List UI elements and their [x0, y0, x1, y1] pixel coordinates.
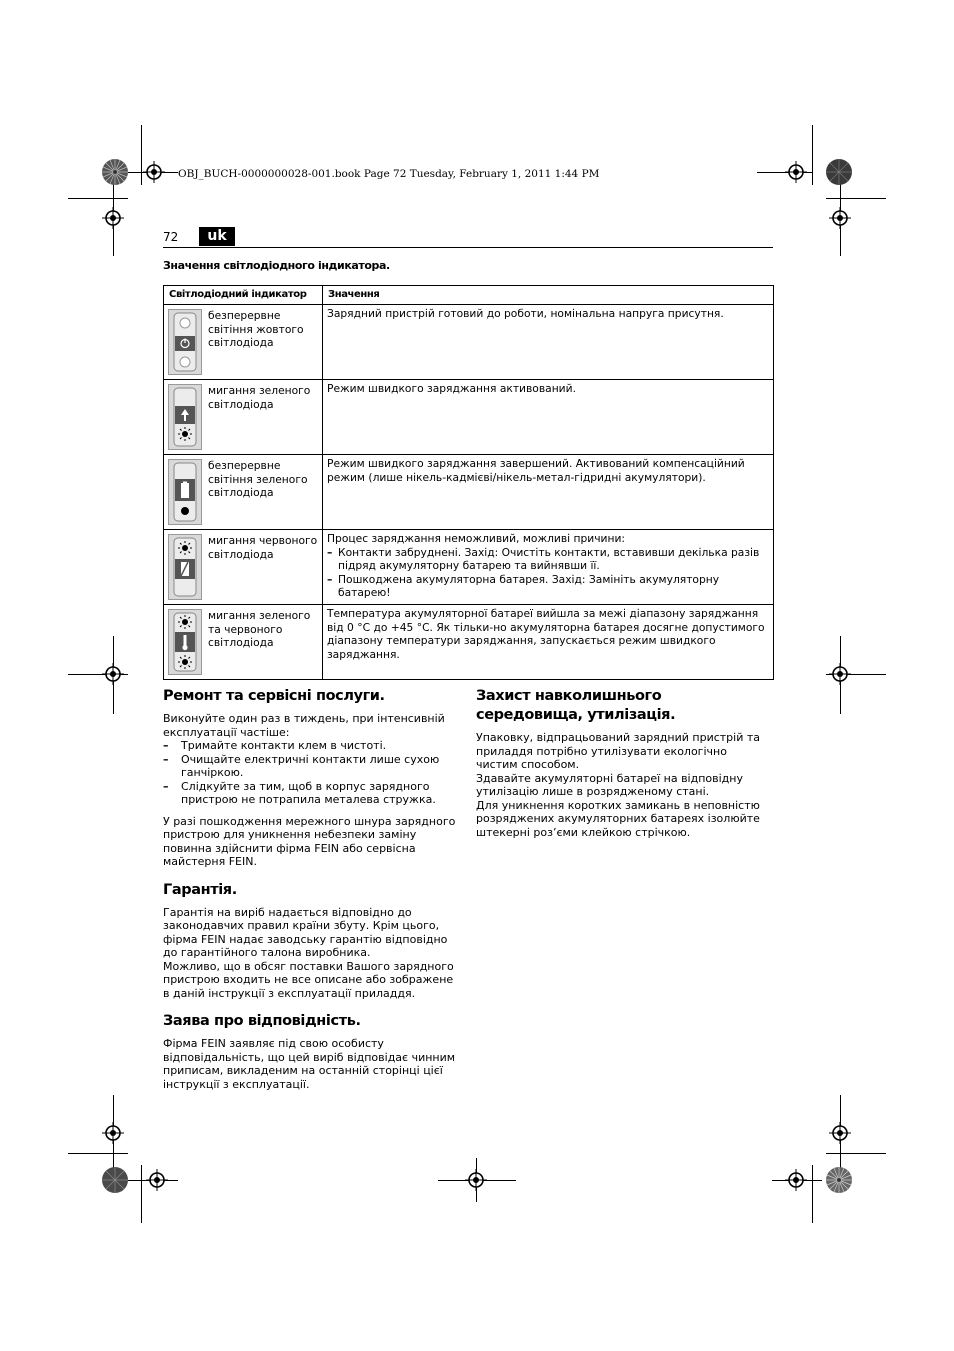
- environment-paragraph: Здавайте акумуляторні батареї на відповідну утилізацію лише в розрядженому стані.: [476, 771, 743, 798]
- meaning-text: Процес заряджання неможливий, можливі причини:: [327, 532, 626, 545]
- list-item: – Контакти забруднені. Захід: Очистіть контакти, вставивши декілька разів підряд акумуляторну батарею та вийнявши її.: [327, 546, 769, 573]
- meaning-cell: Режим швидкого заряджання завершений. Активований компенсаційний режим (лише нікель-кадмієві/нікель-метал-гідридні акумулятори).: [323, 455, 774, 530]
- table-row: [164, 380, 774, 455]
- registration-target-icon: [785, 161, 807, 183]
- right-column: [476, 687, 771, 839]
- registration-target-icon: [829, 207, 851, 229]
- registration-target-icon: [102, 207, 124, 229]
- list-item: – Пошкоджена акумуляторна батарея. Захід: Замініть акумуляторну батарею!: [327, 573, 769, 600]
- indicator-label: мигання зеленого світлодіода: [208, 384, 311, 411]
- warranty-paragraph: Можливо, що в обсяг поставки Вашого зарядного пристрою входить не все описане або зображене в даній інструкції з експлуатації приладдя.: [163, 959, 454, 1000]
- list-item: – Очищайте електричні контакти лише сухою ганчіркою.: [163, 753, 460, 780]
- page-number: 72: [163, 230, 179, 244]
- table-row: [164, 605, 774, 680]
- yellow-power-led-icon: [168, 309, 202, 375]
- registration-target-icon: [829, 1122, 851, 1144]
- battery-full-led-icon: [168, 459, 202, 525]
- column-header: Значення: [323, 286, 774, 305]
- column-header: Світлодіодний індикатор: [164, 286, 323, 305]
- list-item: – Тримайте контакти клем в чистоті.: [163, 739, 460, 753]
- header-rule: [163, 247, 773, 248]
- registration-target-icon: [102, 1122, 124, 1144]
- calibration-rosette-icon: [101, 158, 129, 186]
- registration-target-icon: [143, 161, 165, 183]
- calibration-rosette-icon: [825, 1166, 853, 1194]
- registration-target-icon: [785, 1169, 807, 1191]
- indicator-label: мигання червоного світлодіода: [208, 534, 318, 561]
- repair-note: У разі пошкодження мережного шнура зарядного пристрою для уникнення небезпеки заміну повинна здійснити фірма FEIN або сервісна майстерня FEIN.: [163, 814, 456, 868]
- environment-heading: Захист навколишнього середовища, утилізація.: [476, 688, 676, 723]
- environment-paragraph: Для уникнення коротких замикань в неповністю розряджених акумуляторних батареях ізолюйте штекерні роз’єми клейкою стрічкою.: [476, 798, 760, 839]
- led-table: [163, 285, 774, 680]
- led-table-header: [164, 286, 774, 305]
- left-column: [163, 687, 460, 1091]
- registration-target-icon: [465, 1169, 487, 1191]
- repair-list: [163, 739, 460, 807]
- calibration-rosette-icon: [825, 158, 853, 186]
- table-row: [164, 455, 774, 530]
- meaning-cell: Режим швидкого заряджання активований.: [323, 380, 774, 455]
- meaning-cell: Температура акумуляторної батареї вийшла за межі діапазону заряджання від 0 °C до +45 °C. Як тільки-но акумуляторна батарея досягне допустимого діапазону температури заряджання, запускається режим швидкого заряджання.: [323, 605, 774, 680]
- fast-charge-blinking-led-icon: [168, 384, 202, 450]
- table-row: [164, 305, 774, 380]
- conformity-paragraph: Фірма FEIN заявляє під свою особисту відповідальність, що цей виріб відповідає чинним приписам, викладеним на останній сторінці цієї інструкції з експлуатації.: [163, 1037, 456, 1091]
- registration-target-icon: [829, 663, 851, 685]
- list-item: – Слідкуйте за тим, щоб в корпус зарядного пристрою не потрапила металева стружка.: [163, 780, 460, 807]
- warranty-heading: Гарантія.: [163, 881, 237, 898]
- table-row: [164, 530, 774, 605]
- environment-paragraph: Упаковку, відпрацьований зарядний пристрій та приладдя потрібно утилізувати екологічно чистим способом.: [476, 731, 761, 771]
- meaning-cell: [323, 530, 774, 605]
- print-slug: OBJ_BUCH-0000000028-001.book Page 72 Tuesday, February 1, 2011 1:44 PM: [178, 168, 600, 180]
- battery-fault-blinking-led-icon: [168, 534, 202, 600]
- warranty-paragraph: Гарантія на виріб надається відповідно до законодавчих правил країни збуту. Крім цього, фірма FEIN надає заводську гарантію відповідно до гарантійного талона виробника.: [163, 905, 448, 959]
- led-section-caption: Значення світлодіодного індикатора.: [163, 259, 390, 272]
- repair-intro: Виконуйте один раз в тиждень, при інтенсивній експлуатації частіше:: [163, 712, 445, 739]
- conformity-heading: Заява про відповідність.: [163, 1013, 361, 1029]
- registration-target-icon: [102, 663, 124, 685]
- meaning-cell: Зарядний пристрій готовий до роботи, номінальна напруга присутня.: [323, 305, 774, 380]
- indicator-label: мигання зеленого та червоного світлодіода: [208, 609, 311, 649]
- indicator-label: безперервне світіння жовтого світлодіода: [208, 309, 304, 349]
- cause-list: [327, 546, 769, 600]
- indicator-label: безперервне світіння зеленого світлодіода: [208, 459, 308, 499]
- language-badge: uk: [199, 227, 235, 246]
- registration-target-icon: [146, 1169, 168, 1191]
- calibration-rosette-icon: [101, 1166, 129, 1194]
- repair-heading: Ремонт та сервісні послуги.: [163, 688, 385, 704]
- temperature-blinking-led-icon: [168, 609, 202, 675]
